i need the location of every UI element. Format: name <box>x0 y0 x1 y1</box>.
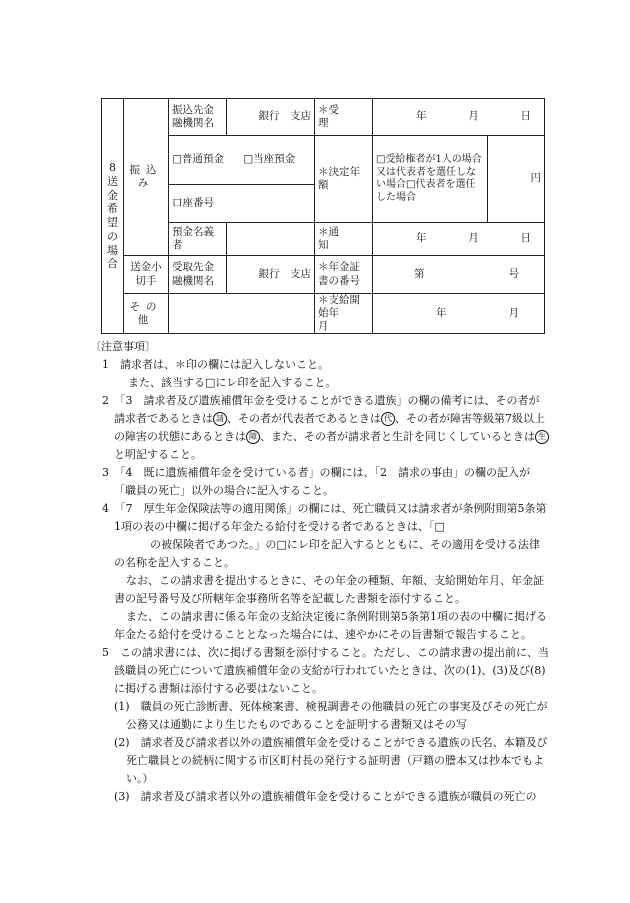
notes-heading: 〔注意事項〕 <box>90 340 156 353</box>
note-4-mata: また、この請求書に係る年金の支給決定後に条例附則第5条第1項の表の中欄に掲げる年金たる給付を受けることとなった場合には、速やかにその旨書類で報告すること。 <box>114 610 547 641</box>
note-3: 3 「4 既に遺族補償年金を受けている者」の欄には、「2 請求の事由」の欄の記入が「職員の死亡」以外の場合に記入すること。 <box>102 466 530 497</box>
remittance-form-table <box>101 98 545 334</box>
receiving-bank-label: 受取先金融機関名 <box>169 256 227 294</box>
receipt-date-field[interactable]: 年 月 日 <box>373 99 545 136</box>
furikomi-label: 振込み <box>124 99 169 256</box>
circle-sei-icon: 請 <box>213 412 227 426</box>
toza-checkbox[interactable]: □当座預金 <box>243 153 296 166</box>
circle-sei2-icon: 生 <box>535 430 549 444</box>
other-label: その他 <box>124 294 169 334</box>
account-holder-label: 預金名義者 <box>169 223 227 256</box>
recipient-options[interactable]: □受給権者が1人の場合又は代表者を選任しない場合□代表者を選任した場合 <box>373 136 488 223</box>
decision-amount-field[interactable]: 円 <box>488 136 545 223</box>
bank-name-field[interactable]: 銀行 支店 <box>227 99 315 136</box>
note-5: 5 この請求書には、次に掲げる書類を添付すること。ただし、この請求書の提出前に、当該職員の死亡について遺族補償年金の支給が行われていたときは、次の(1)、(3)及び(8)に掲げる書類は添付する必要はないこと。 <box>102 646 549 695</box>
note-4-nao: なお、この請求書を提出するときに、その年金の種類、年額、支給開始年月、年金証書の記号番号及び所轄年金事務所名等を記載した書類を添付すること。 <box>114 574 544 605</box>
section-8-label: 8 送 金 希 望 の 場 合 <box>102 99 124 334</box>
receipt-label: ＊受 理 <box>315 99 373 136</box>
other-field[interactable] <box>169 294 315 334</box>
futsu-checkbox[interactable]: □普通預金 <box>172 153 224 166</box>
note-4: 4 「7 厚生年金保険法等の適用関係」の欄には、死亡職員又は請求者が条例附則第5条第1項の表の中欄に掲げる年金たる給付を受ける者であるときは、「□ の被保険者であつた。」の□にレ印を記入するとともに、その適用を受ける法律の名称を記入すること。 <box>102 502 547 569</box>
payment-start-label: ＊支給開始年 月 <box>315 294 373 334</box>
note-1-cont: また、該当する□にレ印を記入すること。 <box>128 376 337 389</box>
note-5-2: (2) 請求者及び請求者以外の遺族補償年金を受けることができる遺族の氏名、本籍及び死亡職員との続柄に関する市区町村長の発行する証明書（戸籍の謄本又は抄本でもよい。） <box>114 736 548 785</box>
bank-label: 振込先金融機関名 <box>169 99 227 136</box>
notice-label: ＊通 知 <box>315 223 373 256</box>
notes-section <box>90 338 550 806</box>
receiving-bank-field[interactable]: 銀行 支店 <box>227 256 315 294</box>
decision-amount-label: ＊決定年額 <box>315 136 373 223</box>
certificate-number-field[interactable]: 第 号 <box>373 256 545 294</box>
money-order-label: 送金小切手 <box>124 256 169 294</box>
account-type-field[interactable] <box>169 136 315 185</box>
payment-start-field[interactable]: 年 月 <box>373 294 545 334</box>
account-holder-field[interactable] <box>227 223 315 256</box>
note-5-3: (3) 請求者及び請求者以外の遺族補償年金を受けることができる遺族が職員の死亡の <box>114 790 537 803</box>
note-2: 2 「3 請求者及び遺族補償年金を受けることができる遺族」の欄の備考には、その者が請求者であるときは 請 、その者が代表者であるときは 代 、その者が障害等級第7級以上の障害の状態にあるときは 障 、また、その者が請求者と生計を同じくしているときは 生と明記すること。 <box>90 392 550 464</box>
note-5-1: (1) 職員の死亡診断書、死体検案書、検視調書その他職員の死亡の事実及びその死亡が公務又は通勤により生じたものであることを証明する書類又はその写 <box>114 700 548 731</box>
notice-date-field[interactable]: 年 月 日 <box>373 223 545 256</box>
note-1: 1 請求者は、＊印の欄には記入しないこと。 <box>102 358 329 371</box>
account-number-label[interactable]: 口座番号 <box>169 185 315 223</box>
certificate-number-label: ＊年金証書の番号 <box>315 256 373 294</box>
circle-dai-icon: 代 <box>381 412 395 426</box>
circle-sho-icon: 障 <box>246 430 260 444</box>
